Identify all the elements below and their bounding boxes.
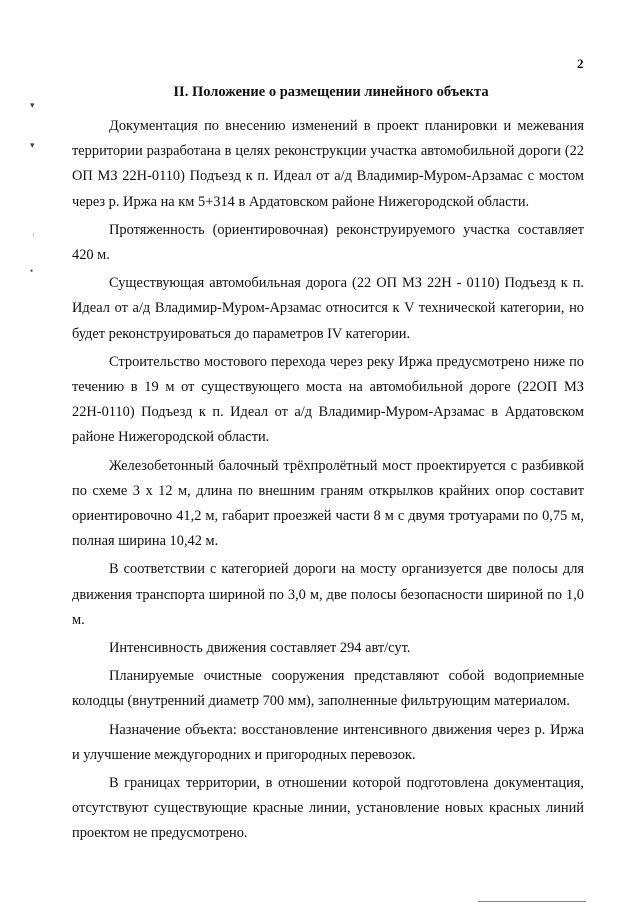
page-number: 2: [577, 56, 584, 71]
paragraph-traffic: Интенсивность движения составляет 294 авт/сут.: [109, 640, 411, 657]
paragraph-object-purpose: Назначение объекта: восстановление интенсивного движения через р. Иржа и улучшение междугородних и пригородных перевозок.: [72, 721, 584, 763]
document-body: [72, 114, 584, 847]
paragraph-length: Протяженность (ориентировочная) реконструируемого участка составляет 420 м.: [72, 221, 584, 264]
paragraph-lanes: В соответствии с категорией дороги на мосту организуется две полосы для движения транспорта шириной по 3,0 м, две полосы безопасности шириной по 1,0 м.: [72, 561, 584, 628]
scan-mark: ▾: [30, 140, 35, 150]
section-heading: II. Положение о размещении линейного объекта: [173, 84, 489, 100]
paragraph-bridge-design: Железобетонный балочный трёхпролётный мост проектируется с разбивкой по схеме 3 х 12 м, длина по внешним граням открылков крайних опор составит ориентировочно 41,2 м, габарит проезжей части 8 м с двумя тротуарами по 0,75 м, полная ширина 10,42 м.: [72, 457, 584, 550]
scan-line: [478, 901, 586, 902]
paragraph-treatment: Планируемые очистные сооружения представляют собой водоприемные колодцы (внутренний диаметр 700 мм), заполненные фильтрующим материалом.: [72, 668, 584, 710]
paragraph-bridge-location: Строительство мостового перехода через реку Иржа предусмотрено ниже по течению в 19 м от существующего моста на автомобильной дороге (22ОП МЗ 22Н-0110) Подъезд к п. Идеал от а/д Владимир-Муром-Арзамас в Ардатовском районе Нижегородской области.: [72, 353, 584, 446]
scan-mark: ·: [32, 230, 35, 240]
scan-mark: ▾: [30, 100, 35, 110]
scan-mark: •: [30, 266, 34, 276]
paragraph-red-lines: В границах территории, в отношении которой подготовлена документация, отсутствуют существующие красные линии, установление новых красных линий проектом не предусмотрено.: [72, 775, 584, 842]
paragraph-purpose: Документация по внесению изменений в проект планировки и межевания территории разработана в целях реконструкции участка автомобильной дороги (22 ОП МЗ 22Н-0110) Подъезд к п. Идеал от а/д Владимир-Муром-Арзамас с мостом через р. Иржа на км 5+314 в Ардатовском районе Нижегородской области.: [72, 118, 584, 210]
paragraph-road-category: Существующая автомобильная дорога (22 ОП МЗ 22Н - 0110) Подъезд к п. Идеал от а/д Владимир-Муром-Арзамас относится к V технической категории, но будет реконструироваться до параметров IV категории.: [72, 275, 584, 342]
